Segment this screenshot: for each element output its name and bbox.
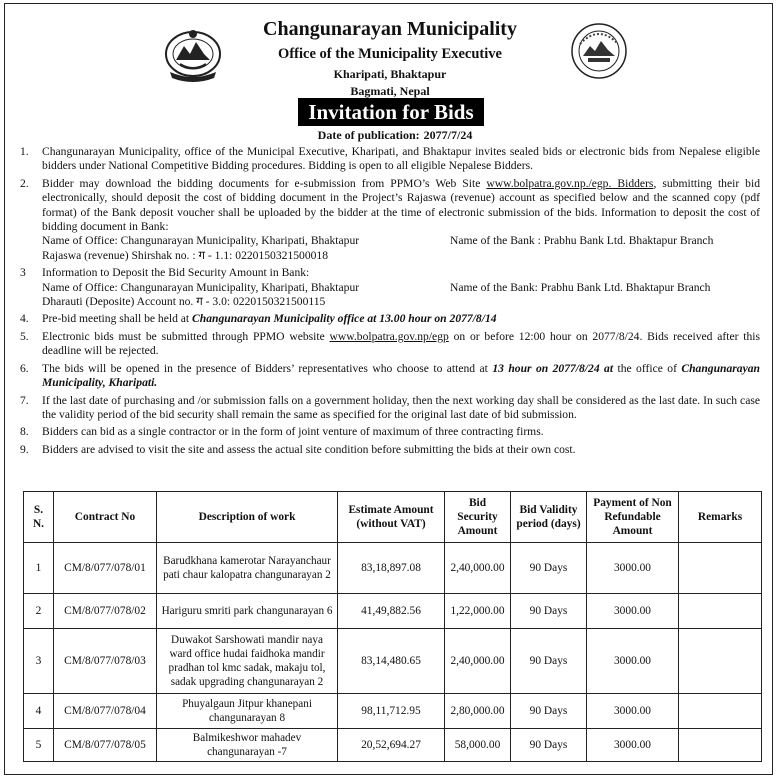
clause-1 (20, 145, 760, 174)
clause-text: Pre-bid meeting shall be held at (42, 312, 193, 326)
clause-list (20, 145, 760, 460)
municipality-seal-icon (570, 22, 628, 80)
clause-body (42, 330, 760, 359)
clause-text: Bidders are advised to visit the site and assess the actual site condition before submitting the bids at their own cost. (42, 442, 576, 456)
clause-2 (20, 177, 760, 263)
address-line-2: Bagmati, Nepal (350, 84, 430, 98)
cell-description: Phuyalgaun Jitpur khanepani changunarayan 8 (157, 694, 338, 729)
cell-remarks (679, 594, 762, 629)
address-line-1: Kharipati, Bhaktapur (333, 67, 447, 81)
clause-number: 9. (20, 442, 29, 456)
clause-number: 1. (20, 145, 29, 158)
column-header-sn: S. N. (24, 492, 54, 543)
clause-7 (20, 394, 760, 423)
table-row (24, 629, 762, 694)
clause-6 (20, 362, 760, 391)
office-name-info: Name of Office: Changunarayan Municipality, Kharipati, Bhaktapur (42, 280, 360, 294)
clause-text: Information to Deposit the Bid Security Amount in Bank: (42, 266, 310, 280)
cell-remarks (679, 629, 762, 694)
clause-8 (20, 425, 760, 439)
table-row (24, 694, 762, 729)
notice-title: Invitation for Bids (298, 98, 484, 126)
cell-contract: CM/8/077/078/04 (54, 694, 157, 729)
cell-sn: 2 (24, 594, 54, 629)
clause-emphasis: Changunarayan Municipality, Kharipati. (42, 361, 760, 390)
clause-text: Changunarayan Municipality, office of the Municipal Executive, Kharipati, and Bhaktapur invites sealed bids or electronic bids from Nepalese eligible bidders under National Competitive Bidding procedures. Bidding is open to all eligible Nepalese Bidders. (42, 145, 760, 173)
clause-number: 7. (20, 393, 29, 407)
deposit-account-info: Dharauti (Deposite) Account no. ग - 3.0: 0220150321500115 (42, 295, 326, 309)
cell-sn: 5 (24, 729, 54, 762)
cell-estimate: 20,52,694.27 (338, 729, 445, 762)
cell-payment: 3000.00 (587, 629, 679, 694)
cell-remarks (679, 543, 762, 594)
cell-sn: 4 (24, 694, 54, 729)
clause-text: on or before 12:00 hour on 2077/8/24. Bids received after this deadline will be rejected. (42, 329, 760, 358)
clause-text: If the last date of purchasing and /or submission falls on a government holiday, then the next working day shall be considered as the last date. In such case the validity period of the bid security shall remain the same as specified for the original last date of bid submission. (42, 393, 760, 421)
cell-validity: 90 Days (511, 543, 587, 594)
cell-payment: 3000.00 (587, 729, 679, 762)
revenue-account-info: Rajaswa (revenue) Shirshak no. : ग - 1.1: 0220150321500018 (42, 248, 329, 262)
bank-info-row (42, 281, 760, 295)
clause-number: 4. (20, 312, 29, 326)
municipality-name: Changunarayan Municipality (263, 18, 517, 40)
bank-info-row (42, 234, 760, 248)
cell-contract: CM/8/077/078/02 (54, 594, 157, 629)
clause-body (42, 362, 760, 391)
cell-validity: 90 Days (511, 729, 587, 762)
cell-description: Barudkhana kamerotar Narayanchaur pati chaur kalopatra changunarayan 2 (157, 543, 338, 594)
clause-text: Bidders can bid as a single contractor or in the form of joint venture of maximum of three contracting firms. (42, 425, 544, 439)
cell-payment: 3000.00 (587, 594, 679, 629)
bank-name-info: Name of the Bank: Prabhu Bank Ltd. Bhaktapur Branch (450, 280, 711, 294)
column-header-remarks: Remarks (679, 492, 762, 543)
table-row (24, 543, 762, 594)
cell-remarks (679, 694, 762, 729)
clause-4 (20, 312, 760, 326)
table-row (24, 594, 762, 629)
cell-remarks (679, 729, 762, 762)
clause-text: Bidder may download the bidding documents for e-submission from PPMO’s Web Site (42, 176, 487, 190)
cell-contract: CM/8/077/078/05 (54, 729, 157, 762)
cell-description: Hariguru smriti park changunarayan 6 (157, 594, 338, 629)
bolpatra-link[interactable]: www.bolpatra.gov.np./egp. Bidders (486, 176, 654, 190)
office-name-info: Name of Office: Changunarayan Municipality, Kharipati, Bhaktapur (42, 234, 360, 248)
publication-date-line (290, 128, 500, 143)
cell-estimate: 83,14,480.65 (338, 629, 445, 694)
clause-number: 8. (20, 425, 29, 439)
table-header-row (24, 492, 762, 543)
cell-sn: 1 (24, 543, 54, 594)
column-header-estimate: Estimate Amount (without VAT) (338, 492, 445, 543)
clause-5 (20, 330, 760, 359)
cell-validity: 90 Days (511, 594, 587, 629)
cell-security: 2,80,000.00 (445, 694, 511, 729)
cell-security: 2,40,000.00 (445, 629, 511, 694)
clause-text: The bids will be opened in the presence of Bidders’ representatives who choose to attend at (42, 361, 493, 375)
clause-body (42, 177, 760, 263)
clause-emphasis: Changunarayan Municipality office at 13.00 hour on 2077/8/14 (192, 312, 497, 326)
clause-3 (20, 266, 760, 309)
clause-emphasis: 13 hour on 2077/8/24 at (492, 361, 614, 375)
publication-date-label: Date of publication: (317, 128, 420, 142)
clause-9 (20, 443, 760, 457)
cell-security: 2,40,000.00 (445, 543, 511, 594)
cell-estimate: 83,18,897.08 (338, 543, 445, 594)
cell-description: Balmikeshwor mahadev changunarayan -7 (157, 729, 338, 762)
cell-validity: 90 Days (511, 629, 587, 694)
column-header-contract: Contract No (54, 492, 157, 543)
clause-number: 2. (20, 176, 29, 190)
clause-number: 5. (20, 329, 29, 343)
cell-contract: CM/8/077/078/01 (54, 543, 157, 594)
clause-text: the office of (613, 361, 682, 375)
cell-payment: 3000.00 (587, 694, 679, 729)
bolpatra-egp-link[interactable]: www.bolpatra.gov.np/egp (329, 329, 449, 343)
clause-text: Electronic bids must be submitted through PPMO website (42, 329, 330, 343)
cell-contract: CM/8/077/078/03 (54, 629, 157, 694)
clause-text: , submitting their bid electronically, should deposit the cost of bidding document in the Project’s Rajaswa (revenue) account as specified below and the scanned copy (pdf format) of the Bank deposit voucher shall be uploaded by the bidder at the time of electronic submission of the bids. Information to deposit the cost of bidding document in Bank: (42, 176, 760, 234)
column-header-validity: Bid Validity period (days) (511, 492, 587, 543)
cell-description: Duwakot Sarshowati mandir naya ward office hudai faidhoka mandir pradhan tol kmc sadak, makaju tol, sadak upgrading changunarayan 2 (157, 629, 338, 694)
clause-number: 3 (20, 266, 26, 280)
clause-number: 6. (20, 361, 29, 375)
cell-estimate: 41,49,882.56 (338, 594, 445, 629)
publication-date-value: 2077/7/24 (423, 128, 473, 142)
table-row (24, 729, 762, 762)
column-header-description: Description of work (157, 492, 338, 543)
clause-body (42, 266, 760, 309)
cell-security: 58,000.00 (445, 729, 511, 762)
column-header-payment: Payment of Non Refundable Amount (587, 492, 679, 543)
cell-payment: 3000.00 (587, 543, 679, 594)
cell-estimate: 98,11,712.95 (338, 694, 445, 729)
bank-name-info: Name of the Bank : Prabhu Bank Ltd. Bhaktapur Branch (450, 234, 714, 248)
cell-security: 1,22,000.00 (445, 594, 511, 629)
column-header-security: Bid Security Amount (445, 492, 511, 543)
cell-validity: 90 Days (511, 694, 587, 729)
cell-sn: 3 (24, 629, 54, 694)
contract-table (23, 491, 762, 762)
clause-body (42, 312, 760, 326)
office-name: Office of the Municipality Executive (278, 46, 502, 62)
